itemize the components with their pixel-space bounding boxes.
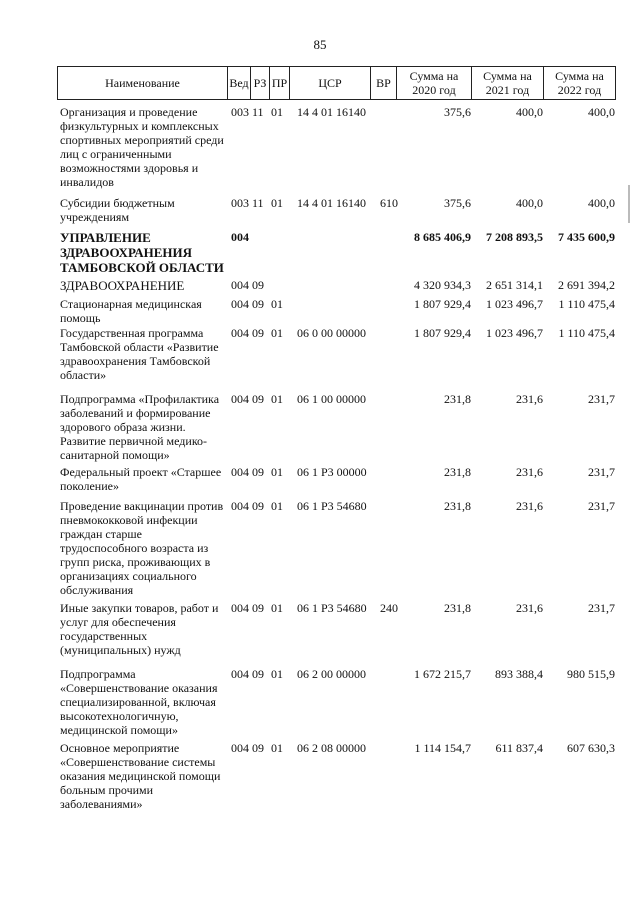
row-sum-2020: 375,6 (444, 196, 471, 210)
row-ved: 004 (231, 499, 249, 513)
row-ved: 004 (231, 667, 249, 681)
header-vr: ВР (370, 66, 397, 100)
row-name: ЗДРАВООХРАНЕНИЕ (60, 278, 185, 293)
row-ved: 004 (231, 392, 249, 406)
row-sum-2022: 1 110 475,4 (558, 297, 615, 311)
row-sum-2021: 611 837,4 (495, 741, 543, 755)
row-sum-2022: 231,7 (588, 465, 615, 479)
row-rz: 09 (252, 601, 264, 615)
row-csr: 06 1 00 00000 (297, 392, 366, 406)
row-sum-2021: 231,6 (516, 465, 543, 479)
row-pr: 01 (271, 667, 283, 681)
row-sum-2020: 231,8 (444, 601, 471, 615)
row-name: Подпрограмма «Совершенствование оказания специализированной, включая высокотехнологичную, медицинской помощи» (60, 667, 218, 737)
row-sum-2021: 1 023 496,7 (486, 297, 543, 311)
row-name: УПРАВЛЕНИЕ ЗДРАВООХРАНЕНИЯ ТАМБОВСКОЙ ОБЛАСТИ (60, 230, 224, 275)
row-sum-2022: 2 691 394,2 (558, 278, 615, 292)
row-sum-2021: 400,0 (516, 196, 543, 210)
row-rz: 09 (252, 465, 264, 479)
row-rz: 09 (252, 667, 264, 681)
row-csr: 06 1 P3 54680 (297, 601, 367, 615)
row-name: Основное мероприятие «Совершенствование системы оказания медицинской помощи больным прочими заболеваниями» (60, 741, 221, 811)
row-name: Иные закупки товаров, работ и услуг для обеспечения государственных (муниципальных) нужд (60, 601, 219, 657)
row-sum-2022: 7 435 600,9 (558, 230, 615, 244)
page-number: 85 (313, 37, 327, 52)
row-vr: 240 (380, 601, 398, 615)
row-pr: 01 (271, 326, 283, 340)
row-sum-2020: 231,8 (444, 499, 471, 513)
header-csr: ЦСР (289, 66, 371, 100)
row-sum-2022: 607 630,3 (567, 741, 615, 755)
row-sum-2022: 400,0 (588, 196, 615, 210)
row-ved: 004 (231, 278, 249, 292)
row-pr: 01 (271, 499, 283, 513)
row-csr: 06 1 P3 00000 (297, 465, 367, 479)
row-pr: 01 (271, 196, 283, 210)
header-ved: Вед (227, 66, 251, 100)
row-rz: 11 (252, 105, 264, 119)
row-sum-2022: 231,7 (588, 499, 615, 513)
row-pr: 01 (271, 297, 283, 311)
row-sum-2022: 400,0 (588, 105, 615, 119)
row-ved: 004 (231, 741, 249, 755)
row-pr: 01 (271, 465, 283, 479)
row-sum-2021: 231,6 (516, 392, 543, 406)
row-sum-2022: 1 110 475,4 (558, 326, 615, 340)
row-name: Подпрограмма «Профилактика заболеваний и формирование здорового образа жизни. Развитие первичной медико-санитарной помощи» (60, 392, 220, 462)
row-name: Стационарная медицинская помощь (60, 297, 202, 325)
header-name: Наименование (57, 66, 228, 100)
row-sum-2022: 980 515,9 (567, 667, 615, 681)
scan-margin-mark (628, 185, 630, 223)
row-ved: 004 (231, 326, 249, 340)
row-vr: 610 (380, 196, 398, 210)
row-ved: 004 (231, 601, 249, 615)
row-csr: 06 0 00 00000 (297, 326, 366, 340)
row-ved: 004 (231, 230, 249, 244)
row-name: Проведение вакцинации против пневмококковой инфекции граждан старше трудоспособного возраста из групп риска, проживающих в организациях социального обслуживания (60, 499, 224, 597)
row-pr: 01 (271, 741, 283, 755)
row-rz: 09 (252, 499, 264, 513)
row-rz: 11 (252, 196, 264, 210)
row-name: Субсидии бюджетным учреждениям (60, 196, 175, 224)
row-name: Организация и проведение физкультурных и комплексных спортивных мероприятий среди лиц с ограниченными возможностями здоровья и инвалидов (60, 105, 224, 189)
header-sum-2022: Сумма на 2022 год (543, 66, 616, 100)
row-rz: 09 (252, 392, 264, 406)
row-rz: 09 (252, 741, 264, 755)
row-sum-2022: 231,7 (588, 392, 615, 406)
row-sum-2020: 1 114 154,7 (414, 741, 471, 755)
row-rz: 09 (252, 326, 264, 340)
row-sum-2021: 231,6 (516, 601, 543, 615)
row-sum-2020: 231,8 (444, 392, 471, 406)
row-csr: 14 4 01 16140 (297, 105, 366, 119)
row-sum-2021: 231,6 (516, 499, 543, 513)
row-sum-2020: 231,8 (444, 465, 471, 479)
row-sum-2022: 231,7 (588, 601, 615, 615)
row-sum-2020: 1 807 929,4 (414, 297, 471, 311)
header-pr: ПР (269, 66, 290, 100)
row-sum-2020: 375,6 (444, 105, 471, 119)
row-sum-2021: 400,0 (516, 105, 543, 119)
header-sum-2021: Сумма на 2021 год (471, 66, 544, 100)
header-sum-2020: Сумма на 2020 год (396, 66, 472, 100)
row-ved: 004 (231, 297, 249, 311)
row-sum-2021: 1 023 496,7 (486, 326, 543, 340)
row-sum-2020: 8 685 406,9 (414, 230, 471, 244)
header-rz: РЗ (250, 66, 270, 100)
row-ved: 004 (231, 465, 249, 479)
row-sum-2021: 893 388,4 (495, 667, 543, 681)
row-sum-2020: 4 320 934,3 (414, 278, 471, 292)
row-sum-2020: 1 672 215,7 (414, 667, 471, 681)
row-sum-2020: 1 807 929,4 (414, 326, 471, 340)
row-sum-2021: 7 208 893,5 (486, 230, 543, 244)
row-csr: 06 2 08 00000 (297, 741, 366, 755)
row-ved: 003 (231, 105, 249, 119)
row-csr: 06 1 P3 54680 (297, 499, 367, 513)
row-csr: 14 4 01 16140 (297, 196, 366, 210)
row-pr: 01 (271, 601, 283, 615)
row-name: Государственная программа Тамбовской области «Развитие здравоохранения Тамбовской области» (60, 326, 219, 382)
row-pr: 01 (271, 392, 283, 406)
row-ved: 003 (231, 196, 249, 210)
row-rz: 09 (252, 278, 264, 292)
row-name: Федеральный проект «Старшее поколение» (60, 465, 222, 493)
row-sum-2021: 2 651 314,1 (486, 278, 543, 292)
row-rz: 09 (252, 297, 264, 311)
row-pr: 01 (271, 105, 283, 119)
row-csr: 06 2 00 00000 (297, 667, 366, 681)
